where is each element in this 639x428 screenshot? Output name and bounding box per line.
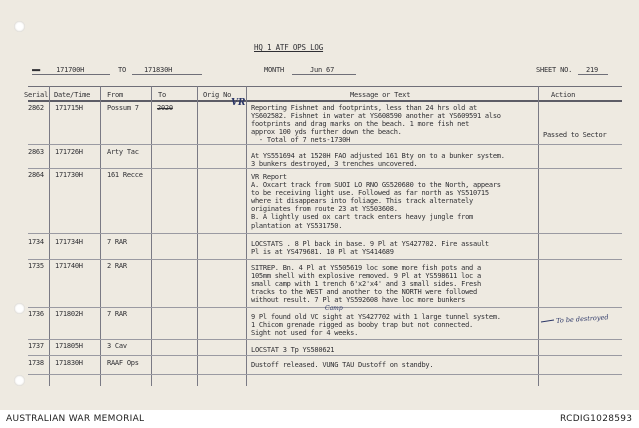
col-rule <box>246 86 247 386</box>
row-serial: 1734 <box>28 238 44 246</box>
row-divider <box>28 233 622 234</box>
row-divider <box>28 144 622 145</box>
row-from: Arty Tac <box>107 148 139 156</box>
row-divider <box>28 374 622 375</box>
sheet-value: 219 <box>586 66 599 74</box>
row-time: 171802H <box>55 310 83 318</box>
sheet-label: SHEET NO. <box>536 66 573 74</box>
table-header-rule <box>28 100 622 102</box>
row-from: RAAF Ops <box>107 359 139 367</box>
row-divider <box>28 168 622 169</box>
row-from: Possum 7 <box>107 104 139 112</box>
row-action: Passed to Sector <box>543 131 607 139</box>
row-serial: 1737 <box>28 342 44 350</box>
punch-hole <box>14 303 25 314</box>
row-message: Reporting Fishnet and footprints, less than 24 hrs old at YS602582. Fishnet in water at YS608590 another at YS609591 also footprints and drag marks on the beach. 1 more fish net approx 100 yds further down the beach. - Total of 7 nets-1730H <box>251 104 501 145</box>
row-time: 171715H <box>55 104 83 112</box>
from-time: ▬▬ 171700H <box>32 66 85 74</box>
month-label: MONTH <box>264 66 285 74</box>
row-message: LOCSTATS . 8 Pl back in base. 9 Pl at YS427702. Fire assault Pl is at YS479681. 10 Pl at YS414689 <box>251 240 489 257</box>
col-orig: Orig No <box>203 91 232 99</box>
from-underline <box>32 74 110 75</box>
row-time: 171740H <box>55 262 83 270</box>
col-message: Message or Text <box>350 91 411 99</box>
table-top-rule <box>28 86 622 87</box>
row-serial: 1736 <box>28 310 44 318</box>
row-to: 2020 <box>157 104 173 112</box>
sheet-underline <box>578 74 608 75</box>
row-from: 7 RAR <box>107 310 127 318</box>
row-divider <box>28 259 622 260</box>
row-time: 171805H <box>55 342 83 350</box>
row-message: Dustoff released. VUNG TAU Dustoff on standby. <box>251 361 434 369</box>
row-serial: 1735 <box>28 262 44 270</box>
col-rule <box>538 86 539 386</box>
row-serial: 2862 <box>28 104 44 112</box>
row-time: 171730H <box>55 171 83 179</box>
row-from: 7 RAR <box>107 238 127 246</box>
row-message: VR Report A. Oxcart track from SUOI LO RNO GS520680 to the North, appears to be receiving light use. Followed as far north as YS510715 where it disappears into foliage. This track alternately originates from route 23 at YS503608. B. A lightly used ox cart track enters heavy jungle from plantation at YS531750. <box>251 173 501 230</box>
col-rule <box>197 86 198 386</box>
row-from: 161 Recce <box>107 171 143 179</box>
log-title: HQ 1 ATF OPS LOG <box>254 43 324 52</box>
row-serial: 1738 <box>28 359 44 367</box>
col-to: To <box>158 91 167 99</box>
footer-right: RCDIG1028593 <box>560 414 633 424</box>
punch-hole <box>14 375 25 386</box>
punch-hole <box>14 21 25 32</box>
row-serial: 2863 <box>28 148 44 156</box>
row-time: 171830H <box>55 359 83 367</box>
row-message: 9 Pl found old VC sight at YS427702 with 1 large tunnel system. 1 Chicom grenade rigged as booby trap but not connected. Sight not used for 4 weeks. <box>251 313 501 338</box>
row-message: LOCSTAT 3 Tp YS580621 <box>251 346 335 354</box>
col-from: From <box>107 91 124 99</box>
row-from: 2 RAR <box>107 262 127 270</box>
to-time: 171830H <box>144 66 173 74</box>
handwritten-to-be-destroyed: To be destroyed <box>555 313 609 325</box>
handwritten-camp: Camp <box>325 305 343 312</box>
col-action: Action <box>551 91 576 99</box>
to-label: TO <box>118 66 127 74</box>
row-time: 171734H <box>55 238 83 246</box>
month-underline <box>292 74 356 75</box>
footer-left: AUSTRALIAN WAR MEMORIAL <box>6 414 145 424</box>
col-rule <box>49 86 50 386</box>
to-underline <box>132 74 202 75</box>
row-serial: 2864 <box>28 171 44 179</box>
col-datetime: Date/Time <box>54 91 91 99</box>
from-time-value: 171700H <box>56 66 85 74</box>
handwritten-arrow-icon <box>540 318 556 324</box>
col-rule <box>100 86 101 386</box>
row-message: SITREP. Bn. 4 Pl at YS505619 loc some more fish pots and a 105mm shell with explosive removed. 9 Pl at YS598611 loc a small camp with 1 trench 6'x2'x4' and 3 small sides. Fresh tracks to the WEST and another to the NORTH were followed without result. 7 Pl at YS592608 have loc more bunkers <box>251 264 481 305</box>
row-time: 171726H <box>55 148 83 156</box>
row-message: At YS551694 at 1520H FAO adjusted 161 Bty on to a bunker system. 3 bunkers destroyed, 3 trenches uncovered. <box>251 152 505 169</box>
month-value: Jun 67 <box>310 66 335 74</box>
col-serial: Serial <box>24 91 49 99</box>
row-divider <box>28 355 622 356</box>
handwritten-vr: VR <box>231 98 246 108</box>
row-from: 3 Cav <box>107 342 127 350</box>
row-divider <box>28 339 622 340</box>
col-rule <box>151 86 152 386</box>
